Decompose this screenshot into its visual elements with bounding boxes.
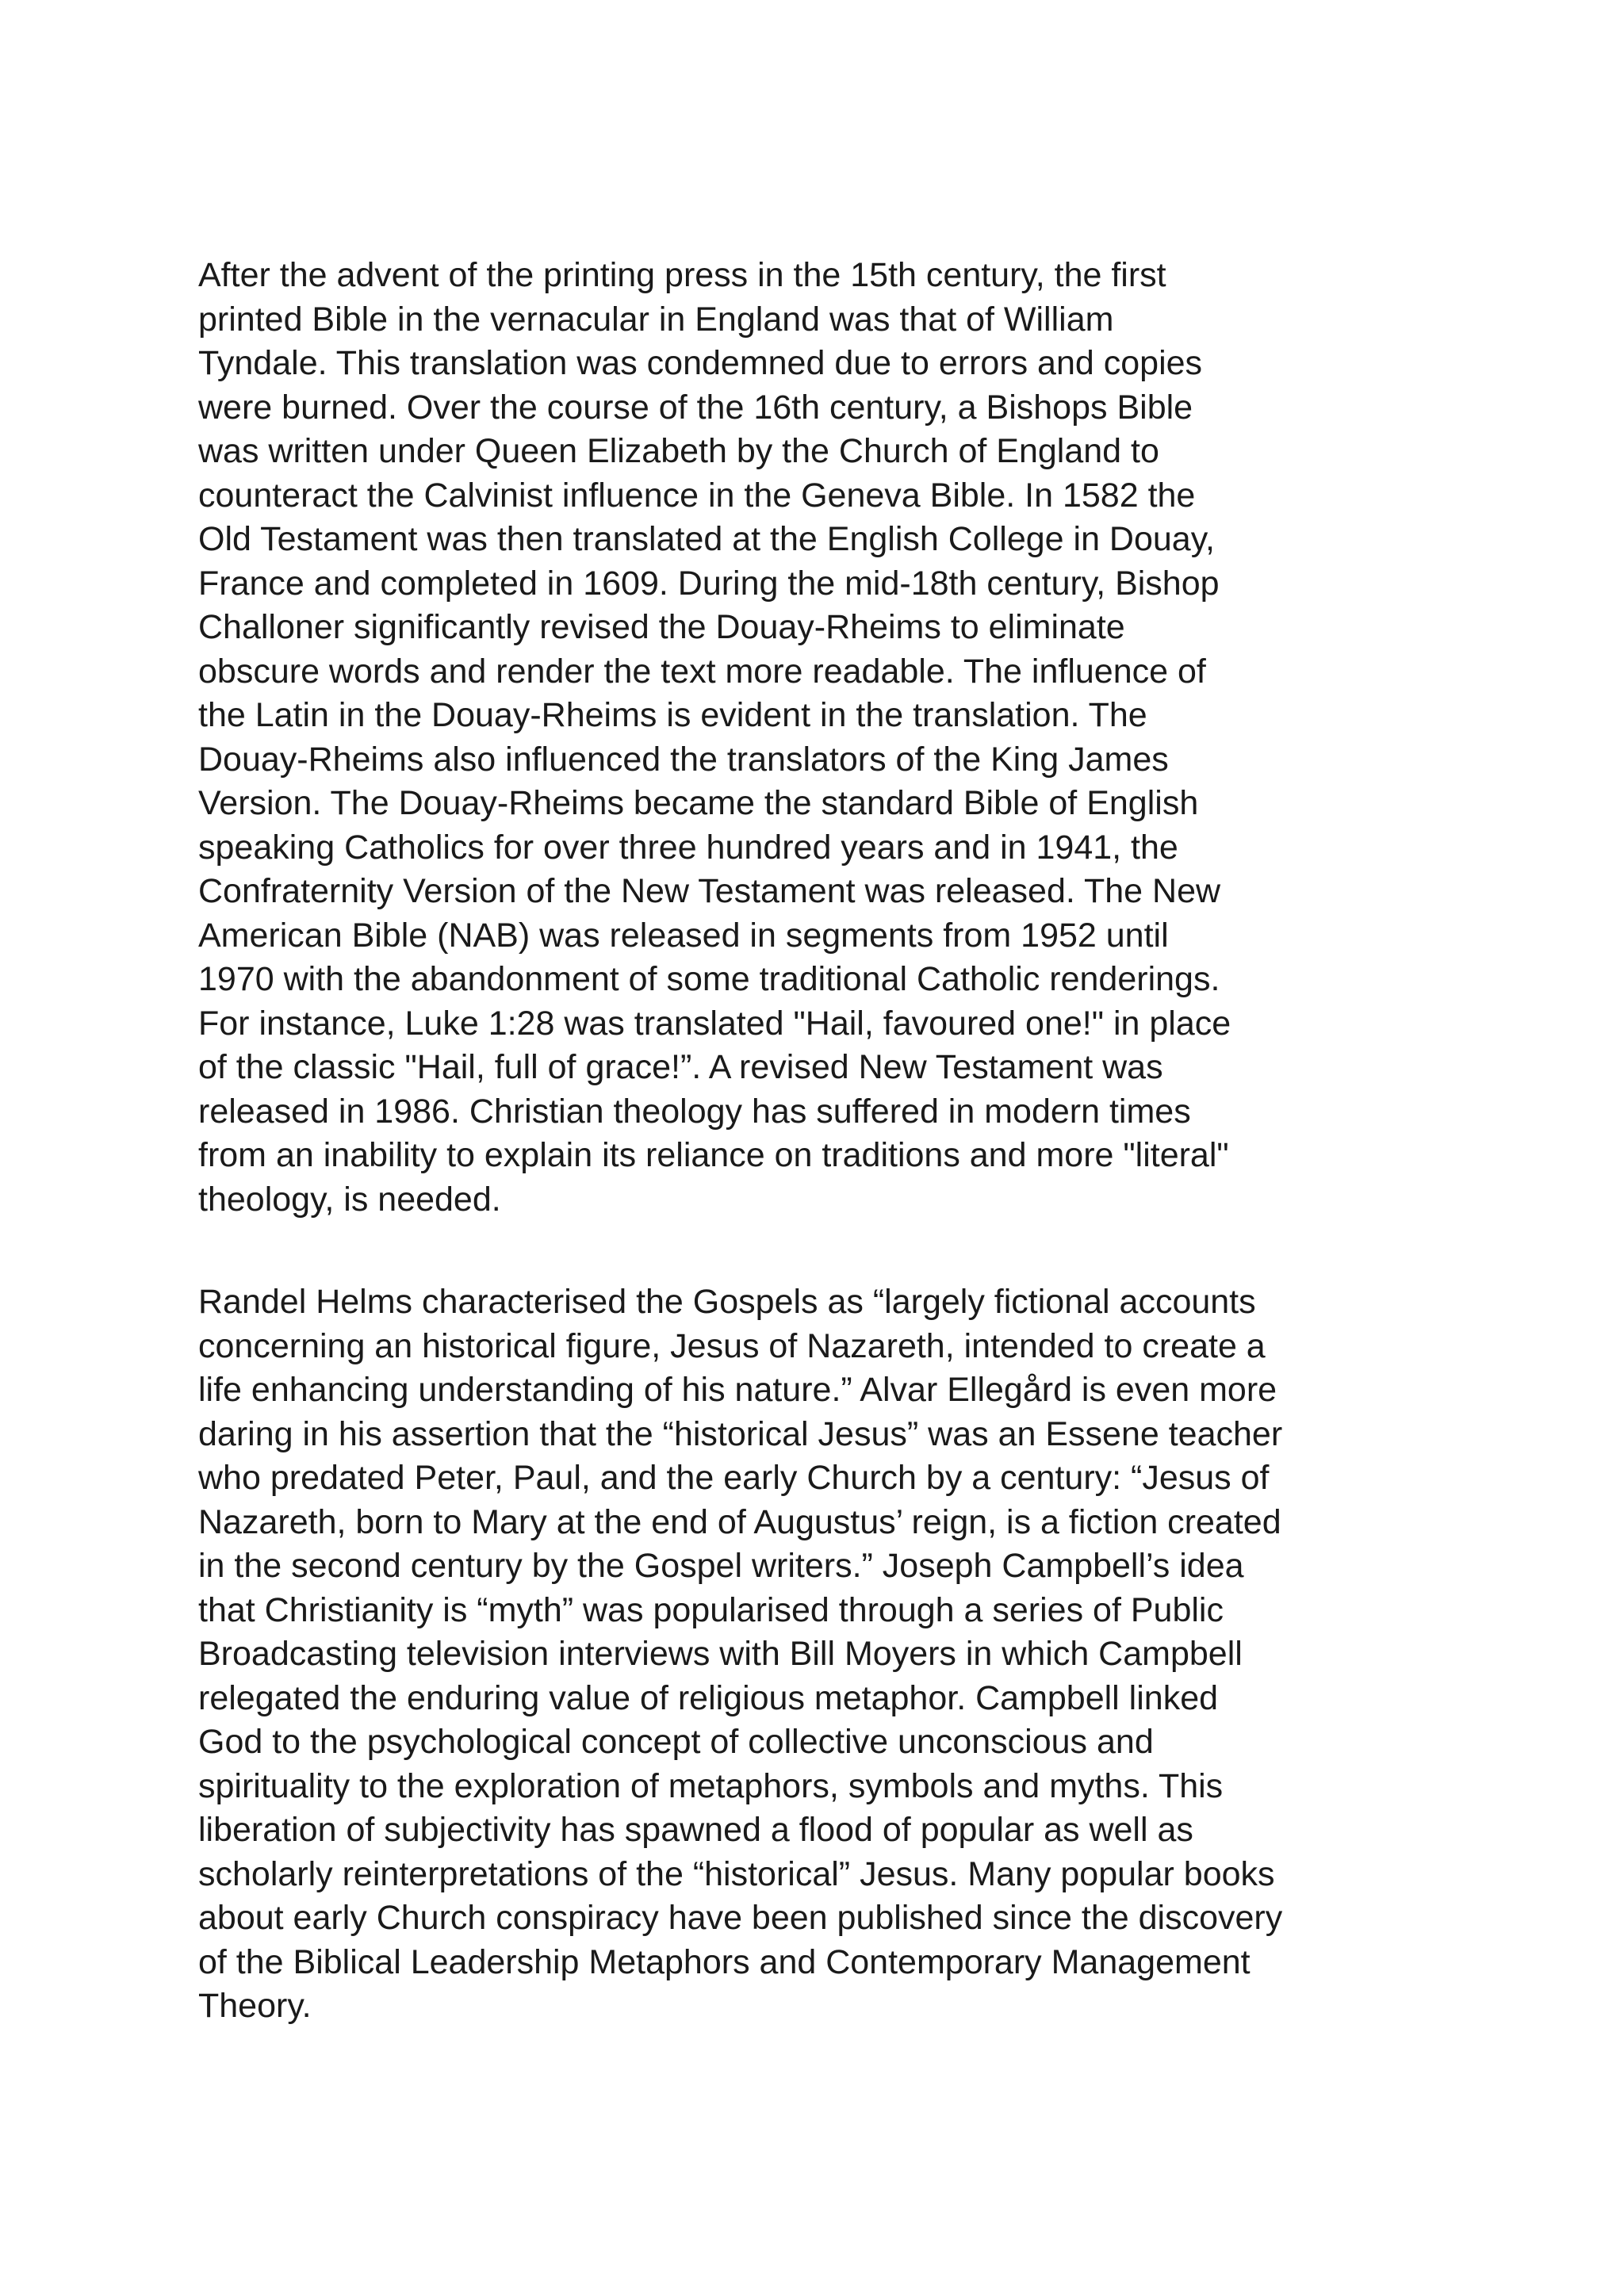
text-line: about early Church conspiracy have been published since the discovery xyxy=(198,1899,1283,1937)
text-line: concerning an historical figure, Jesus of Nazareth, intended to create a xyxy=(198,1326,1266,1365)
text-line: Douay-Rheims also influenced the translators of the King James xyxy=(198,740,1169,779)
text-line: Theory. xyxy=(198,1987,312,2025)
text-line: Nazareth, born to Mary at the end of Augustus’ reign, is a fiction created xyxy=(198,1502,1281,1541)
text-line: spirituality to the exploration of metaphors, symbols and myths. This xyxy=(198,1766,1224,1805)
text-line: in the second century by the Gospel writers.” Joseph Campbell’s idea xyxy=(198,1547,1244,1585)
text-line: Randel Helms characterised the Gospels as “largely fictional accounts xyxy=(198,1283,1256,1321)
text-line: was written under Queen Elizabeth by the Church of England to xyxy=(198,432,1159,470)
text-line: American Bible (NAB) was released in segments from 1952 until xyxy=(198,916,1169,955)
text-line: released in 1986. Christian theology has suffered in modern times xyxy=(198,1092,1191,1131)
paragraph-printing-press-history xyxy=(198,254,1467,1222)
text-line: Confraternity Version of the New Testament was released. The New xyxy=(198,872,1221,910)
text-line: Broadcasting television interviews with Bill Moyers in which Campbell xyxy=(198,1635,1243,1673)
text-line: Version. The Douay-Rheims became the standard Bible of English xyxy=(198,784,1199,822)
text-line: were burned. Over the course of the 16th century, a Bishops Bible xyxy=(198,388,1193,427)
text-line: of the Biblical Leadership Metaphors and Contemporary Management xyxy=(198,1942,1251,1981)
text-line: 1970 with the abandonment of some traditional Catholic renderings. xyxy=(198,960,1220,998)
text-line: of the classic "Hail, full of grace!”. A revised New Testament was xyxy=(198,1048,1163,1086)
text-line: printed Bible in the vernacular in England was that of William xyxy=(198,300,1114,339)
text-line: relegated the enduring value of religious metaphor. Campbell linked xyxy=(198,1678,1219,1717)
text-line: from an inability to explain its reliance on traditions and more "literal" xyxy=(198,1136,1229,1174)
text-line: For instance, Luke 1:28 was translated "Hail, favoured one!" in place xyxy=(198,1004,1231,1043)
text-line: Tyndale. This translation was condemned due to errors and copies xyxy=(198,344,1203,382)
text-line: obscure words and render the text more readable. The influence of xyxy=(198,652,1206,691)
text-line: life enhancing understanding of his nature.” Alvar Ellegård is even more xyxy=(198,1371,1277,1409)
text-line: speaking Catholics for over three hundred years and in 1941, the xyxy=(198,828,1178,867)
text-line: the Latin in the Douay-Rheims is evident in the translation. The xyxy=(198,696,1147,734)
text-line: Old Testament was then translated at the English College in Douay, xyxy=(198,520,1215,558)
text-line: liberation of subjectivity has spawned a flood of popular as well as xyxy=(198,1811,1193,1849)
text-line: France and completed in 1609. During the mid-18th century, Bishop xyxy=(198,564,1220,603)
paragraph-gospel-interpretations xyxy=(198,1280,1467,2029)
text-line: counteract the Calvinist influence in the Geneva Bible. In 1582 the xyxy=(198,476,1196,515)
text-line: who predated Peter, Paul, and the early Church by a century: “Jesus of xyxy=(198,1459,1270,1497)
text-line: God to the psychological concept of collective unconscious and xyxy=(198,1723,1154,1761)
text-line: Challoner significantly revised the Douay-Rheims to eliminate xyxy=(198,608,1125,646)
text-line: that Christianity is “myth” was popularised through a series of Public xyxy=(198,1590,1224,1629)
text-line: scholarly reinterpretations of the “historical” Jesus. Many popular books xyxy=(198,1854,1275,1893)
text-line: theology, is needed. xyxy=(198,1180,501,1219)
text-line: After the advent of the printing press in the 15th century, the first xyxy=(198,256,1166,294)
text-line: daring in his assertion that the “historical Jesus” was an Essene teacher xyxy=(198,1414,1283,1453)
